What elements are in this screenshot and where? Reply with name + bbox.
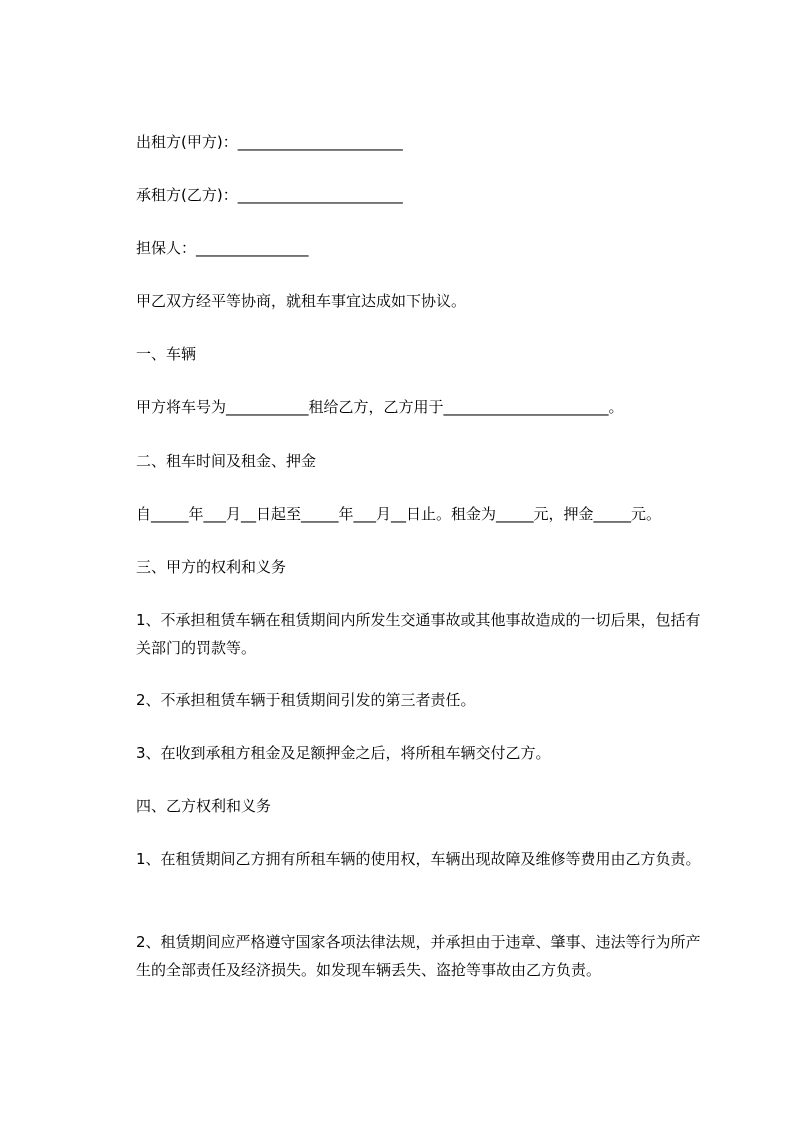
section-term-heading: 二、租车时间及租金、押金 (136, 452, 317, 470)
party-b-item-1: 1、在租赁期间乙方拥有所租车辆的使用权，车辆出现故障及维修等费用由乙方负责。 (136, 850, 701, 868)
section-party-b-heading: 四、乙方权利和义务 (136, 797, 272, 815)
party-b-item-2: 2、租赁期间应严格遵守国家各项法律法规，并承担由于违章、肇事、违法等行为所产生的全部责任及经济损失。如发现车辆丢失、盗抢等事故由乙方负责。 (136, 933, 701, 979)
lessee-line: 承租方(乙方)：______________________ (136, 186, 403, 204)
section-term-body: 自_____年___月__日起至_____年___月__日止。租金为_____元，押金_____元。 (136, 505, 662, 523)
section-vehicle-heading: 一、车辆 (136, 345, 197, 363)
section-party-a-heading: 三、甲方的权利和义务 (136, 558, 287, 576)
party-a-item-1: 1、不承担租赁车辆在租赁期间内所发生交通事故或其他事故造成的一切后果，包括有关部门的罚款等。 (136, 611, 701, 657)
intro-paragraph: 甲乙双方经平等协商，就租车事宜达成如下协议。 (136, 292, 467, 310)
section-vehicle-body: 甲方将车号为___________租给乙方，乙方用于______________________。 (136, 398, 624, 416)
guarantor-line: 担保人：_______________ (136, 239, 309, 257)
party-a-item-2: 2、不承担租赁车辆于租赁期间引发的第三者责任。 (136, 691, 476, 709)
party-a-item-3: 3、在收到承租方租金及足额押金之后，将所租车辆交付乙方。 (136, 744, 551, 762)
lessor-line: 出租方(甲方)：______________________ (136, 133, 403, 151)
